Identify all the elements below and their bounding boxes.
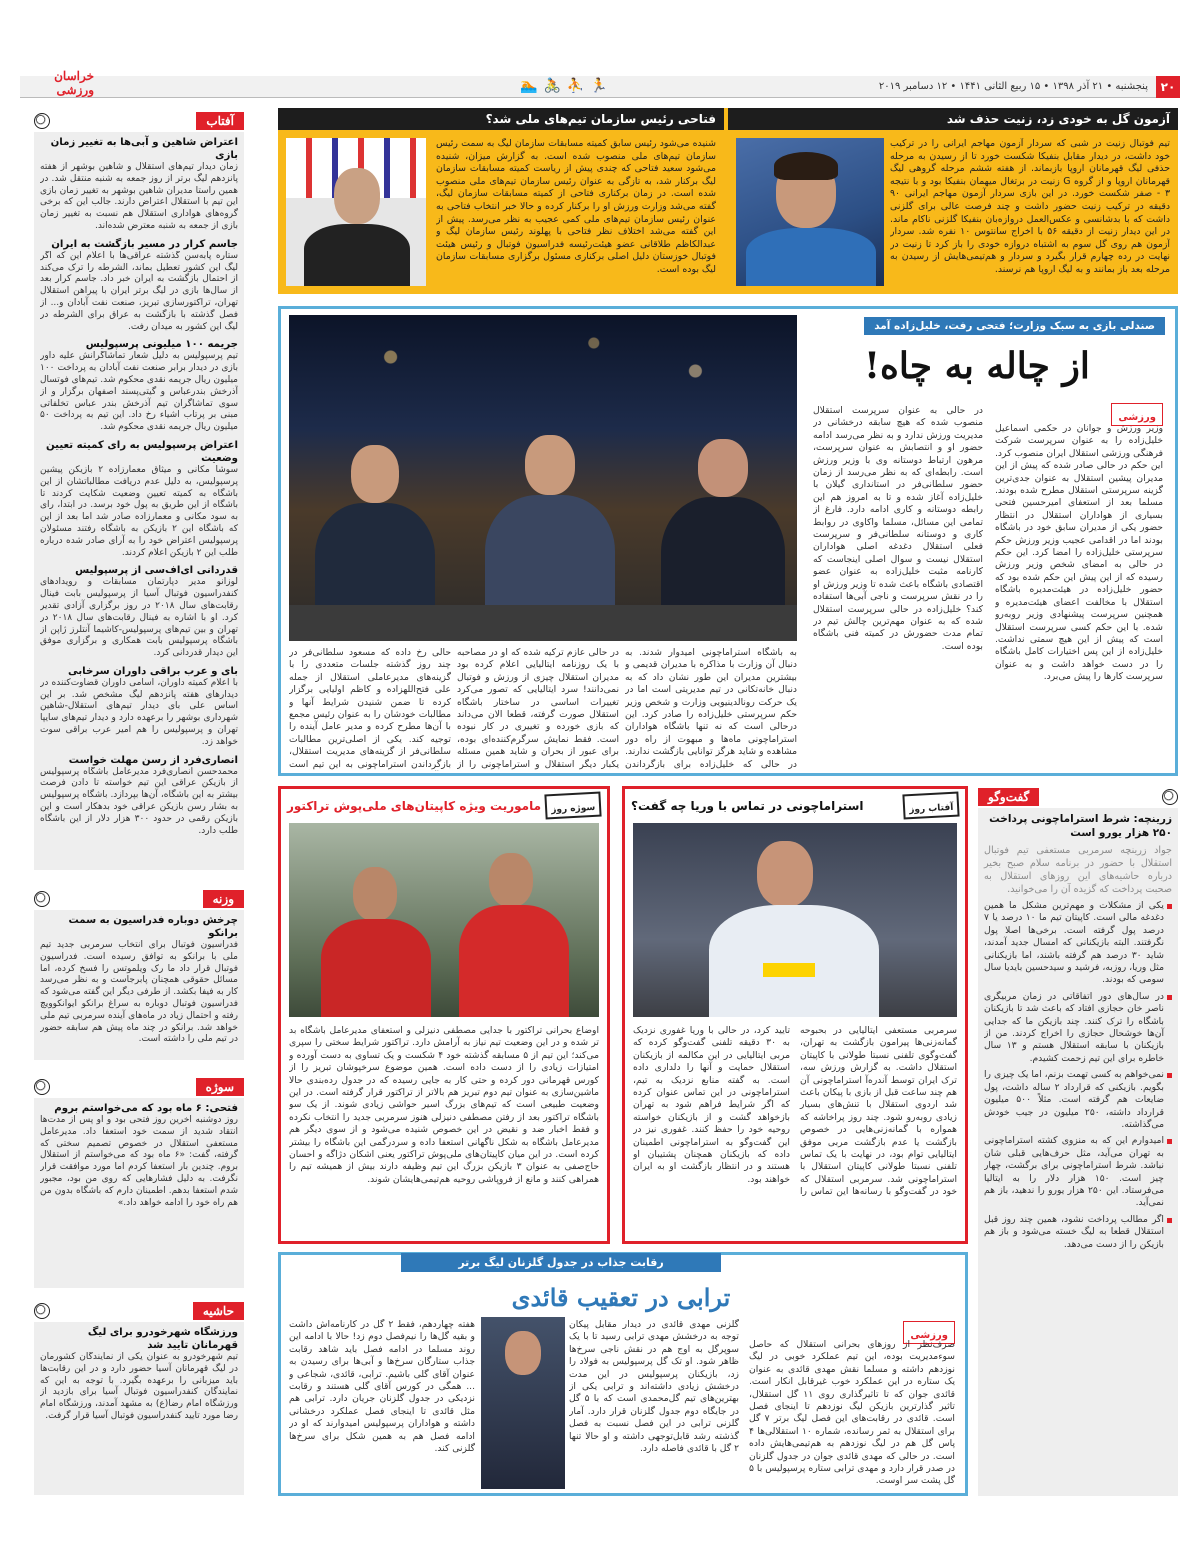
category-tag: حاشیه	[193, 1302, 244, 1320]
ghaedi-headline: ترابی در تعقیب قائدی	[511, 1283, 731, 1312]
story-title: استراماچونی در تماس با وریا چه گفت؟	[631, 798, 864, 813]
feature-headline: از چاله به چاه!	[864, 345, 1090, 387]
cyclist-icon: 🚴	[543, 78, 561, 94]
ghaedi-col-1: صرف‌نظر از روزهای بحرانی استقلال که حاصل سوءمدیریت بوده، این تیم عملکرد خوبی در لیگ نوزدهم داشته و مسلما نقش مهدی قائدی به عنوان یک ستاره در این عملکرد خوب غیرقابل انکار است. قائدی جوان که تا تاثیرگذاری روی ۱۱ گل استقلال، تاثیر گذارترین بازیکن لیگ نوزدهم تا اینجای فصل است. قائدی در رقابت‌های این فصل لیگ برتر ۷ گل برای استقلال به ثمر رسانده، شماره ۱۰ استقلالی‌ها ۴ پاس گل هم در لیگ نوزدهم به هم‌تیمی‌هایش داده است. در حالی که مهدی قائدی جوان در جدول گلزنان در صدر قرار دارد و مهدی ترابی ستاره پرسپولیس با ۵ گل پشت سر اوست.	[749, 1339, 955, 1487]
news-item-title: انصاری‌فرد از رسن مهلت خواست	[68, 754, 238, 766]
news-item	[40, 238, 238, 334]
ghaedi-article	[278, 1252, 968, 1496]
jersey-sponsor	[763, 963, 815, 977]
news-item	[40, 564, 238, 660]
stramaccioni-story	[622, 786, 968, 1244]
bullet-text: یکی از مشکلات و مهم‌ترین مشکل ما همین دغدغه مالی است. کاپیتان تیم ما ۱۰ درصد یا ۷ درصد پول گرفته است. برخی‌ها اصلا پول نگرفتند. البته بازیکنانی که امسال جدید آمدند، شاید ۳۰ درصد هم گرفته باشند، اما بازیکنانی مثل وریا، روزبه، فرشید و سیدحسین بایدیا سال سومی که بودند.	[984, 900, 1164, 986]
news-item-body: فدراسیون فوتبال برای انتخاب سرمربی جدید تیم ملی با برانکو به توافق رسیده است. فدراسیون فوتبال قرار داد ما رک ویلموتس را فسخ کرده، اما مسائل حقوقی همچنان پابرجاست و به نظر می‌رسد کار به فیفا بکشد. از طرفی دیگر این گفته می‌شود که فدراسیون فوتبال دوباره به سراغ برانکو ایوانکوویچ رفته و احتمال زیاد در ماه‌های آینده سرمربی تیم ملی خواهد شد. برانکو در چند ماه پیش هم سابقه حضور در تیم ملی را داشته است.	[40, 940, 238, 1045]
feature-kicker-bar	[864, 317, 1165, 335]
player-jersey	[709, 905, 879, 1017]
story-title-bar	[728, 108, 1178, 130]
bullet-dot-icon	[1167, 1139, 1172, 1144]
category-tag: وزنه	[203, 890, 244, 908]
news-item-body: ستاره پابه‌سن گذشته عراقی‌ها با اعلام این که اگر لیگ این کشور تعطیل بماند، الشرطه را ترک می‌کند از احتمال بازگشت به ایران خبر داد. جاسم کرار بعد از سال‌ها بازی در لیگ برتر ایران با پیراهن استقلال تهران، تراکتورسازی تبریز، صنعت نفت آبادان و... از فصل گذشته با بازگشت به عراق برای الشرطه در لیگ این کشور به میدان رفت.	[40, 250, 238, 332]
story-header	[281, 789, 607, 822]
table	[289, 605, 797, 641]
page-number-box	[1156, 76, 1180, 98]
badge-text: ورزشی	[910, 1330, 948, 1341]
bullet-dot-icon	[1167, 995, 1172, 1000]
top-stories-box	[278, 108, 1178, 294]
news-item	[40, 914, 238, 1046]
category-stamp	[544, 792, 601, 820]
sidebar-margin-list	[34, 1322, 244, 1432]
bullet-text: اگر مطالب پرداخت نشود، همین چند روز قبل استقلال قطعا به لیگ خسته می‌شود و باز هم بازیکن را از دست می‌دهد.	[984, 1213, 1164, 1250]
story-body: سرمربی مستعفی ایتالیایی در بحبوحه گمانه‌زنی‌ها پیرامون بازگشت به تهران، گفت‌وگوی تلفنی نسبتا طولانی با کاپیتان استقلال داشت. به گزارش ورزش سه، ترک ایران توسط آندره‌آ استراماچونی آن هم چند ساعت قبل از بازی با پیکان باعث شد اردوی استقلال با تنش‌های بسیار زیادی روبه‌رو شود. چند روز پراخاشه که همواره با گمانه‌زنی‌هایی در خصوص بازگشت یا عدم بازگشت مربی موفق ایتالیایی توام بود، در نهایت با یک تماس تلفنی نسبتا طولانی کاپیتان استقلال با استراماچونی شد. سرمربی استقلال که خود در گفت‌وگو با رسانه‌ها این تماس را تایید کرد، در حالی با وریا غفوری نزدیک به ۳۰ دقیقه تلفنی گفت‌وگو کرده که مربی ایتالیایی در این مکالمه از بازیکنان استقلال حمایت و آنها را دلداری داده است. به گفته منابع نزدیک به تیم، استراماچونی در این تماس عنوان کرده که اگر شرایط فراهم شود به تهران بازخواهد گشت و از بازیکنان خواسته روحیه خود را حفظ کنند. غفوری نیز در این گفت‌وگو به استراماچونی اطمینان داده که بازیکنان همچنان پشتیبان او هستند و در انتظار بازگشت او به ایران خواهند بود.	[633, 1025, 957, 1198]
feature-col-1: وزیر ورزش و جوانان در حکمی اسماعیل خلیل‌زاده را به عنوان سرپرست شرکت فرهنگی ورزشی استقلال ایران منصوب کرد. این حکم در حالی صادر شده که پیش از این مدیران پیشین استقلال به عنوان جدی‌ترین گزینه سرپرستی استقلال مطرح شده بودند. مسلما بعد از استعفای امیرحسین فتحی بسیاری از هواداران استقلال در انتظار حضور یکی از مدیران سابق خود در باشگاه بودند اما در اقدامی عجیب وزیر ورزش حکم سرپرستی خلیل‌زاده را امضا کرد. این حکم در حالی به امضای شخص وزیر ورزش رسیده که از این پیش این حکم شده بود که حضور خلیل‌زاده در هیئت‌مدیره باشگاه استقلال با مخالفت اعضای هیئت‌مدیره و همچنین سرپرست پیشنهادی وزیر روبه‌رو شده. با این حکم کسی سرپرست استقلال است که پیش از این هیچ سمتی نداشت. خلیل‌زاده از این پس اختیارات کامل باشگاه را در دست خواهد داشت و به عنوان سرپرست کارها را پیش می‌برد.	[995, 423, 1163, 683]
ball-icon	[1162, 789, 1178, 805]
sidebar-weight-header	[34, 888, 244, 910]
story-body: تیم فوتبال زنیت در شبی که سردار آزمون مهاجم ایرانی را در ترکیب خود داشت، در دیدار مقابل بنفیکا شکست خورد تا از رسیدن به مرحله حذفی لیگ قهرمانان اروپا بازبماند. از هفته ششم مرحله گروهی لیگ قهرمانان اروپا و از گروه G زنیت در برتغال میهمان بنفیکا بود و با نتیجه ۳ - صفر شکست خورد. در این بازی سردار آزمون مهاجم ایرانی ۹۰ دقیقه در ترکیب زنیت حضور داشت و چند فرصت عالی برای گلزنی داشت که با بدشانسی و عکس‌العمل دروازه‌بان بنفیکا گلزنی ناکام ماند. در این دیدار زنیت از دقیقه ۵۶ با اخراج سانتوس ۱۰ نفره شد. سردار آزمون هم روی گل سوم به اشتباه دروازه خودی را باز کرد تا زنیت در نهایت در رده چهارم قرار بگیرد و سردار و هم‌تیمی‌هایش از رسیدن به مرحله بعد باز بمانند و به لیگ اروپا هم نرسند.	[890, 138, 1170, 275]
tractor-players-photo	[289, 823, 599, 1017]
category-text: آفتاب روز	[908, 802, 954, 816]
bullet-dot-icon	[1167, 1218, 1172, 1223]
swimmer-icon: 🏊	[520, 78, 538, 94]
story-title: آزمون گل به خودی زد، زنیت حذف شد	[946, 112, 1170, 126]
player-2-shirt	[321, 919, 431, 1017]
news-item-body: سوشا مکانی و میثاق معمارزاده ۲ بازیکن پیشین پرسپولیس، به دلیل عدم دریافت مطالباتشان از این باشگاه به کمیته تعیین وضعیت شکایت کردند تا باشگاه از این طریق به پول خود برسد. در ابتدا، رای به سود مکانی و معمارزاده صادر شد اما بعد از این که باشگاه این ۲ بازیکن به باشگاه رفتند مسئولان پرسپولیس اعتراض خود را به آرای صادر شده درباره طلب این ۲ بازیکن اعلام کردند.	[40, 464, 238, 558]
sidebar-sports-list	[34, 1098, 244, 1218]
sidebar-weight-list	[34, 910, 244, 1055]
story-body: اوضاع بحرانی تراکتور با جدایی مصطفی دنیزلی و استعفای مدیرعامل باشگاه بد تر شده و در این وضعیت تیم نیاز به آرامش دارد. تراکتور شرایط سختی را سپری می‌کند؛ این تیم از ۵ مسابقه گذشته خود ۴ شکست و یک تساوی به دست آورده و امتیازات زیادی را از دست داده است. همین موضوع سرخپوشان تبریز را از کورس قهرمانی دور کرده و حتی کار به جایی رسیده که در جدول رده‌بندی حالا ماشین‌سازی به عنوان تیم دوم تبریز هم بالاتر از تراکتور قرار گرفته است. در این وضعیت طبیعی است که تیم‌های بزرگ اسیر حواشی زیادی شوند. از یک سو باشگاه تراکتور بعد از رفتن مصطفی دنیزلی هنوز سرمربی جدید را انتخاب نکرده و فقط اخبار ضد و نقیض در این خصوص شنیده می‌شود و از سوی دیگر هم مدیرعامل باشگاه به شکل ناگهانی استعفا داده و سردرگمی این باشگاه را بیشتر کرده است. در این میان کاپیتان‌های ملی‌پوش تراکتور یعنی اشکان دژاگه و احسان حاج‌صفی به عنوان ۳ بازیکن بزرگ این تیم وظیفه دارند بیش از همیشه تیم را همراهی کنند و مانع از فروپاشی روحیه هم‌تیمی‌هایشان شوند.	[289, 1025, 599, 1185]
ball-icon	[34, 113, 50, 129]
official-photo	[286, 138, 426, 286]
sidebar-margin	[34, 1300, 244, 1495]
ghaedi-kicker-bar	[401, 1253, 721, 1272]
badge-text: ورزشی	[1118, 412, 1156, 423]
issue-date: پنجشنبه • ۲۱ آذر ۱۳۹۸ • ۱۵ ربیع الثانی ۱۴۴۱ • ۱۲ دسامبر ۲۰۱۹	[878, 81, 1148, 92]
conversation-bullet	[984, 991, 1172, 1065]
ball-icon	[34, 1303, 50, 1319]
bullet-dot-icon	[1167, 1073, 1172, 1078]
news-item-title: چرخش دوباره فدراسیون به سمت برانکو	[68, 915, 238, 939]
feature-kicker: صندلی بازی به سبک وزارت؛ فتحی رفت، خلیل‌زاده آمد	[874, 320, 1155, 332]
news-item-title: فتحی: ۶ ماه بود که می‌خواستم بروم	[54, 1103, 238, 1114]
story-title-bar	[278, 108, 724, 130]
news-item	[40, 338, 238, 434]
runner-icon: 🏃	[590, 78, 608, 94]
conversation-title: زرینچه: شرط استراماچونی پرداخت ۲۵۰ هزار یورو است	[989, 813, 1172, 839]
conversation-column	[978, 786, 1178, 1496]
story-title: فتاحی رئیس سازمان تیم‌های ملی شد؟	[485, 112, 716, 126]
news-item	[40, 439, 238, 559]
news-item-body: تیم شهرخودرو به عنوان یکی از نمایندگان کشورمان در لیگ قهرمانان آسیا حضور دارد و در این رقابت‌ها باید میزبانی را برعهده بگیرد. با توجه به این که نمایندگان کنفدراسیون فوتبال آسیا برای بازدید از ورزشگاه امام رضا(ع) به مشهد آمدند، ورزشگاه امام رضا مورد تایید کنفدراسیون فوتبال آسیا قرار گرفت.	[40, 1352, 238, 1421]
news-item	[40, 1102, 238, 1209]
bullet-text: امیدوارم این که به منزوی کشته استراماچونی به تهران می‌آید، مثل حرف‌هایی قبلی شان نباشد. شرط استراماچونی برای برگشت، چهار چیز است. ۱۵۰ هزار دلار را به ایتالیا می‌فرستاد. این ۲۵۰ هزار یورو را ندهید، باز هم نمی‌آید.	[984, 1135, 1164, 1209]
top-left-story	[278, 108, 724, 294]
sidebar-sports	[34, 1076, 244, 1288]
feature-col-3: به باشگاه استراماچونی امیدوار شدند. به دنبال آن وزارت با مذاکره با مدیران قدیمی و بیشترین مدیران این طور نشان داد که به دنبال خانه‌تکانی در تیم مدیریتی است اما در یک حرکت رونالدینیویی وزارت و شخص وزیر حکم سرپرستی خلیل‌زاده را صادر کرد. این درحالی است که نه تنها باشگاه هواداران استراماچونی ماه‌ها و مبهوت از راه دور مشاهده و شاید هرگز توانایی بازگشت ندارند. در حالی که خلیل‌زاده برای بازگرداندن	[625, 647, 797, 770]
news-item-body: روز دوشنبه آخرین روز فتحی بود و او پس از مدت‌ها انتقاد شدید از سمت خود استعفا داد. مدیرعامل مستعفی استقلال در خصوص تصمیم سختی که گرفته، گفت: «۶ ماه بود که می‌خواستم از استقلال بروم. چندین بار استعفا کردم اما مورد موافقت قرار نگرفت. به دلیل فشارهایی که روی من بود، مجبور شدم استعفا بدهم. اطمینان دارم که باشگاه بدون من هم راه خود را ادامه خواهد داد.»	[40, 1115, 238, 1208]
player-celebration-photo	[633, 823, 957, 1017]
conversation-bullet	[984, 1135, 1172, 1209]
player-head	[757, 841, 813, 907]
category-tag: آفتاب	[196, 112, 244, 130]
story-body: شنیده می‌شود رئیس سابق کمیته مسابقات سازمان لیگ به سمت رئیس سازمان تیم‌های ملی منصوب شده است. به گزارش میزان، شنیده می‌شود سعید فتاحی که چندی پیش از ریاست کمیته مسابقات سازمان لیگ برکنار شد، به تازگی به عنوان رئیس سازمان تیم‌های ملی منصوب شده است. در زمان برکناری فتاحی از کمیته مسابقات سازمان لیگ، گفته می‌شد وزارت ورزش او را برکنار کرده و حالا خبر انتخاب فتاحی به عنوان رئیس سازمان تیم‌های ملی کمی عجیب به نظر می‌رسد. پیش از این گفته می‌شد اختلاف نظر فتاحی با پهلوند رئیس سازمان لیگ و عبدالکاظم طلاقانی عضو هیئت‌رئیسه فدراسیون فوتبال و رئیس هیئت فوتبال خوزستان دلیل اصلی برکناری مسئول برگزاری مسابقات سازمان لیگ بوده است.	[436, 138, 716, 275]
news-item-title: اعتراض پرسپولیس به رای کمیته تعیین وضعیت	[46, 439, 238, 464]
player-shirt	[746, 228, 876, 286]
story-header	[625, 789, 965, 822]
sidebar-asia-list	[34, 132, 244, 846]
conversation-header	[978, 786, 1178, 808]
official-suit	[304, 224, 410, 286]
news-item-title: قدردانی ای‌اف‌سی از پرسپولیس	[75, 565, 238, 577]
news-item	[40, 665, 238, 749]
sidebar-asia-header	[34, 110, 244, 132]
conversation-bullet	[984, 1214, 1172, 1251]
feature-article	[278, 306, 1178, 776]
ghaedi-col-2: گلزنی مهدی قائدی در دیدار مقابل پیکان توجه به درخشش مهدی ترابی رسید تا با یک سوپرگل به اوج هم در نقش ناجی سرخ‌ها ظاهر شود. او تک گل پرسپولیس به فولاد را زد، بازیکنان پرسپولیس در این مدت درخشش زیادی داشته‌اند و ترابی یکی از بهترین‌های تیم گل‌محمدی است که با ۵ گل در جایگاه دوم جدول گلزنان قرار دارد. آمار گلزنی ترابی در این فصل نسبت به فصل گذشته رشد قابل‌توجهی داشته و او حالا تنها ۲ گل با قائدی فاصله دارد.	[569, 1319, 739, 1455]
ghaedi-col-3: هفته چهاردهم، فقط ۲ گل در کارنامه‌اش داشت و بقیه گل‌ها را نیم‌فصل دوم زد! حالا با ادامه این روند مسلما در ادامه فصل باید شاهد رقابت جذاب ستارگان سرخ‌ها و آبی‌ها برای رسیدن به عنوان آقای گلی باشیم. ترابی، قائدی، شجاعی و ... همگی در کورس آقای گلی هستند و رقابت نزدیکی در جدول گلزنان جریان دارد. ترابی هم مثل قائدی تا اینجای فصل عملکرد درخشانی داشته و هواداران پرسپولیس امیدوارند که او در ادامه فصل هم به همین شکل برای سرخ‌ها گلزنی کند.	[289, 1319, 475, 1455]
conversation-bullet	[984, 900, 1172, 987]
player-hair	[774, 152, 838, 180]
sport-icons	[520, 78, 608, 94]
player-1-shirt	[459, 905, 569, 1017]
news-item-title: جاسم کرار در مسیر بازگشت به ایران	[51, 238, 238, 250]
news-item-body: با اعلام کمیته داوران، اسامی داوران قضاوت‌کننده در دیدارهای هفته پانزدهم لیگ مشخص شد. بر این اساس علی بای دیدار تیم‌های استقلال-شاهین شهرداری بوشهر را برعهده دارد و دیدار تیم‌های سایپا تهران و پرسپولیس را هم امیر عرب براقی سوت خواهد زد.	[40, 677, 238, 747]
feature-col-4: در حالی عازم ترکیه شده که او در مصاحبه با یک روزنامه ایتالیایی اعلام کرده بود مدیران استقلال چیزی از ورزش و فوتبال نمی‌دانند! سرد ایتالیایی که تصور می‌کرد تغییرات اساسی در ساختار باشگاه استقلال صورت گرفته، قطعا الان می‌داند که بازی خورده و تغییری در کار نبوده است. فقط نمایش سرگرم‌کننده‌ای بوده، برای عبور از بحران و شاید همین مسئله یکبار دیگر استقلال و استراماچونی را از	[457, 647, 619, 770]
feature-photo	[289, 315, 797, 641]
conversation-lead: جواد زرینچه سرمربی مستعفی تیم فوتبال استقلال با حضور در برنامه سلام صبح بخیر درباره حاشیه‌های این روزهای استقلال به صحبت پرداخت که گزیده آن را می‌خوانید.	[984, 845, 1172, 895]
story-title: ماموریت ویژه کاپیتان‌های ملی‌پوش تراکتور	[287, 798, 542, 813]
ball-icon	[34, 1079, 50, 1095]
man-3-head	[698, 439, 748, 497]
news-item-body: تیم پرسپولیس به دلیل شعار تماشاگرانش علیه داور بازی در دیدار برابر صنعت نفت آبادان به پرداخت ۱۰۰ میلیون ریال جریمه نقدی محکوم شد. تیم‌های فوتسال آذرخش بندرعباس و گیتی‌پسند اصفهان برگزار و از سوی تماشاگران تیم آذرخش بندر عباس تخلفاتی مبنی بر پرتاب اشیاء رخ داد. این تیم به پرداخت ۵۰ میلیون ریال جریمه نقدی محکوم شد.	[40, 351, 238, 433]
ball-icon	[34, 891, 50, 907]
news-item-title: بای و عرب براقی داوران سرخابی	[68, 665, 238, 677]
category-text: سوژه روز	[550, 802, 596, 816]
news-item	[40, 1326, 238, 1423]
news-item-title: جریمه ۱۰۰ میلیونی پرسپولیس	[85, 339, 238, 351]
sidebar-sports-header	[34, 1076, 244, 1098]
feature-col-2: در حالی به عنوان سرپرست استقلال منصوب شده که هیچ سابقه درخشانی در مدیریت ورزش ندارد و به نظر می‌رسد ادامه حضور او و انتصابش به عنوان سرپرست، مرهون ارتباط دوستانه وی با وزیر ورزش است. رابطه‌ای که به نظر می‌رسد از زمان حضور سلطانی‌فر در استانداری گیلان با خلیل‌زاده آغاز شده و تا به امروز هم این رابطه دوستانه و کاری ادامه دارد. فارغ از تمامی این مسائل، مسلما واکاوی در روابط کاری و دوستانه سلطانی‌فر و سرپرست فعلی استقلال دغدغه اصلی هواداران استقلال نیست و سوال اصلی اینجاست که کارنامه مثبت خلیل‌زاده به عنوان عضو اقتصادی باشگاه باعث شده تا وزیر ورزش او را در نقش سرپرست و ناجی آبی‌ها استفاده کند؟ خلیل‌زاده در حالی سرپرست استقلال شده که به عنوان مهم‌ترین چالش تیم در تمام مدت حضورش در کمیته فنی باشگاه بوده است.	[813, 405, 983, 652]
logo-text: خراسان ورزشی	[54, 69, 94, 97]
bullet-text: در سال‌های دور اتفاقاتی در زمان مربیگری ناصر خان حجازی افتاد که باعث شد تا بازیکنان باشگاه را ترک کنند. چند بازیکن ما که جدایی آن‌ها خوشحال حجازی را اخراج کردند. من از بازیکنان با سابقه استقلال هستم و ۱۳ سال خاطره برای این تیم زحمت کشیدم.	[984, 990, 1164, 1064]
page-number: ۲۰	[1160, 79, 1176, 94]
city-lights	[289, 315, 797, 455]
man-1-head	[351, 445, 399, 503]
ghaedi-kicker: رقابت جذاب در جدول گلزنان لیگ برتر	[458, 1256, 664, 1269]
man-2-head	[525, 435, 575, 495]
news-item-title: اعتراض شاهین و آبی‌ها به تغییر زمان بازی	[50, 137, 238, 161]
top-right-story	[728, 108, 1178, 294]
news-item	[40, 136, 238, 233]
news-item-body: لوزانو مدیر دپارتمان مسابقات و رویدادهای کنفدراسیون فوتبال آسیا از پرسپولیس بابت فینال رقابت‌های سال ۲۰۱۸ در روز برگزاری آزادی تقدیر کرد. او با اشاره به فینال رقابت‌های سال ۲۰۱۸ در تهران و بین تیم‌های پرسپولیس-کاشیما آنتلرز ژاپن از باشگاه پرسپولیس بابت همکاری و برگزاری موفق این دیدار قدردانی کرد.	[40, 577, 238, 659]
feature-col-5: حالی رخ داده که مسعود سلطانی‌فر در چند روز گذشته جلسات متعددی را با گزینه‌های مدیرعاملی استقلال از جمله علی فتح‌اللهزاده و کاظم اولیایی برگزار کرده تا ضمن شنیدن شرایط آنها و مطالبات خودشان را به عنوان رئیس مجمع با آن‌ها مطرح کرده و مدیر عامل آینده را توجیه کند. یکی از اصلی‌ترین مطالبات سلطانی‌فر از گزینه‌های مدیریت استقلال، بازگرداندن استراماچونی به این تیم است	[289, 647, 451, 770]
sidebar-asia	[34, 110, 244, 870]
newspaper-logo	[24, 68, 94, 98]
category-tag: گفت‌وگو	[978, 788, 1039, 806]
player-head	[505, 1331, 541, 1375]
news-item-body: محمدحسن انصاری‌فرد مدیرعامل باشگاه پرسپولیس از بازیکن عراقی این تیم خواسته تا دادن فرصت بیشتر به این باشگاه، آن‌ها بپردازد. باشگاه پرسپولیس به بشار رسن بازیکن عراقی خود بدهکار است و این بازیکن رقمی در حدود ۳۰۰ هزار دلار از این باشگاه طلب دارد.	[40, 766, 238, 836]
bullet-dot-icon	[1167, 904, 1172, 909]
news-item-body: زمان دیدار تیم‌های استقلال و شاهین بوشهر از هفته پانزدهم لیگ برتر از روز جمعه به شنبه منتقل شد. در همین راستا مدیران شاهین بوشهر به تغییر زمان بازی این تیم با استقلال اعتراض دارند. جالب این که برخی گروه‌های هواداری استقلال هم نسبت به تغییر زمان بازی از جمعه به شنبه معترض شده‌اند.	[40, 162, 238, 231]
sidebar-margin-header	[34, 1300, 244, 1322]
news-item-title: ورزشگاه شهرخودرو برای لیگ قهرمانان تایید شد	[87, 1327, 238, 1351]
football-player-icon: ⛹	[566, 78, 585, 94]
player-2-head	[353, 867, 397, 921]
official-head	[334, 168, 380, 224]
category-stamp	[902, 792, 959, 820]
conversation-bullet	[984, 1069, 1172, 1131]
category-tag: سوژه	[196, 1078, 244, 1096]
ghaedi-photo	[481, 1317, 565, 1489]
sidebar-weight	[34, 888, 244, 1060]
player-photo	[736, 138, 884, 286]
news-item	[40, 754, 238, 838]
tractor-story	[278, 786, 610, 1244]
conversation-bullets	[978, 900, 1178, 1251]
header-bar	[20, 69, 1180, 98]
bullet-text: نمی‌خواهم به کسی تهمت بزنم، اما یک چیزی را بگویم. بازیکنی که قرارداد ۲ ساله داشت، پول ضایعات هم گرفته است. مثلاً ۵۰۰ میلیون قرارداد داشته، ۲۵۰ میلیون در جیب خودش می‌گذاشته.	[984, 1069, 1164, 1130]
player-1-head	[489, 853, 533, 907]
